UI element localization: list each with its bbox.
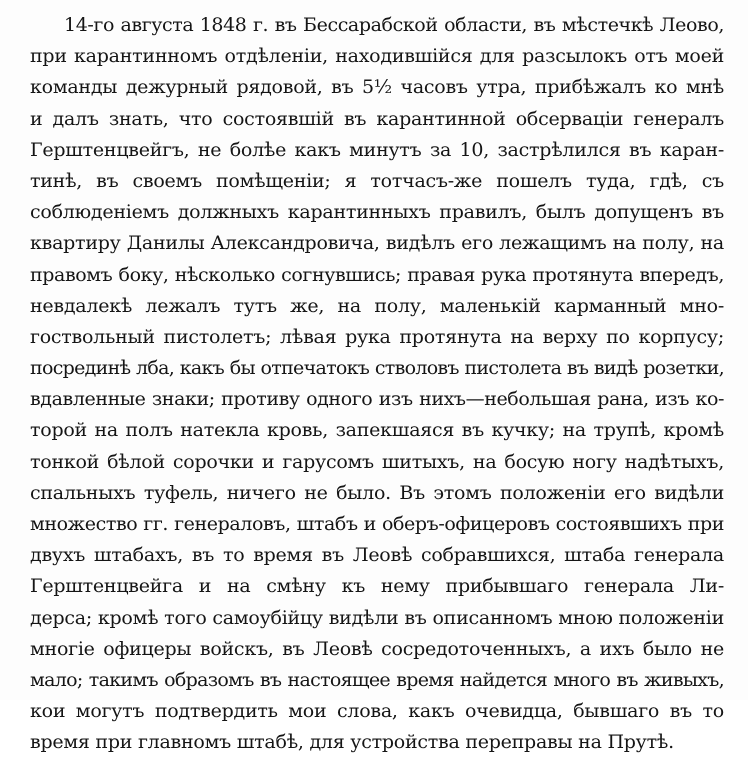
text-line: квартиру Данилы Александровича, видѣлъ его лежащимъ на полу, на	[30, 232, 724, 255]
text-line: торой на полъ натекла кровь, запекшаяся въ кучку; на трупѣ, кромѣ	[30, 419, 724, 442]
text-line: спальныхъ туфель, ничего не было. Въ этомъ положеніи его видѣли	[30, 481, 724, 504]
text-line: невдалекѣ лежалъ тутъ же, на полу, маленькій карманный мно-	[30, 294, 724, 317]
text-line: тонкой бѣлой сорочки и гарусомъ шитыхъ, на босую ногу надѣтыхъ,	[30, 450, 724, 473]
text-line: посрединѣ лба, какъ бы отпечатокъ стволовъ пистолета въ видѣ розетки,	[30, 357, 724, 380]
text-line: при карантинномъ отдѣленіи, находившійся для разсылокъ отъ моей	[30, 45, 724, 68]
text-line: кои могутъ подтвердить мои слова, какъ очевидца, бывшаго въ то	[30, 700, 724, 723]
text-line: вдавленные знаки; противу одного изъ нихъ—небольшая рана, изъ ко-	[30, 388, 724, 411]
text-line: и далъ знать, что состоявшій въ карантинной обсерваціи генералъ	[30, 107, 724, 130]
text-line: команды дежурный рядовой, въ 5½ часовъ утра, прибѣжалъ ко мнѣ	[30, 76, 724, 99]
text-line: тинѣ, въ своемъ помѣщеніи; я тотчасъ-же пошелъ туда, гдѣ, съ	[30, 169, 724, 192]
text-line: время при главномъ штабѣ, для устройства переправы на Прутѣ.	[30, 731, 674, 754]
paragraph	[30, 10, 724, 759]
text-line: Герштенцвейга и на смѣну къ нему прибывшаго генерала Ли-	[30, 575, 724, 598]
text-line: мало; такимъ образомъ въ настоящее время найдется много въ живыхъ,	[30, 668, 724, 691]
text-line: гоствольный пистолетъ; лѣвая рука протянута на верху по корпусу;	[30, 325, 724, 348]
text-line: многіе офицеры войскъ, въ Леовѣ сосредоточенныхъ, а ихъ было не	[30, 637, 724, 660]
text-line: 14-го августа 1848 г. въ Бессарабской области, въ мѣстечкѣ Леово,	[64, 14, 724, 36]
text-line: двухъ штабахъ, въ то время въ Леовѣ собравшихся, штаба генерала	[30, 544, 724, 567]
text-line: Герштенцвейгъ, не болѣе какъ минутъ за 10, застрѣлился въ каран-	[30, 138, 724, 161]
text-line: дерса; кромѣ того самоубійцу видѣли въ описанномъ мною положеніи	[30, 606, 724, 629]
text-line: соблюденіемъ должныхъ карантинныхъ правилъ, былъ допущенъ въ	[30, 201, 724, 224]
text-line: множество гг. генераловъ, штабъ и оберъ-офицеровъ состоявшихъ при	[30, 513, 724, 535]
text-line: правомъ боку, нѣсколько согнувшись; правая рука протянута впередъ,	[30, 263, 724, 286]
